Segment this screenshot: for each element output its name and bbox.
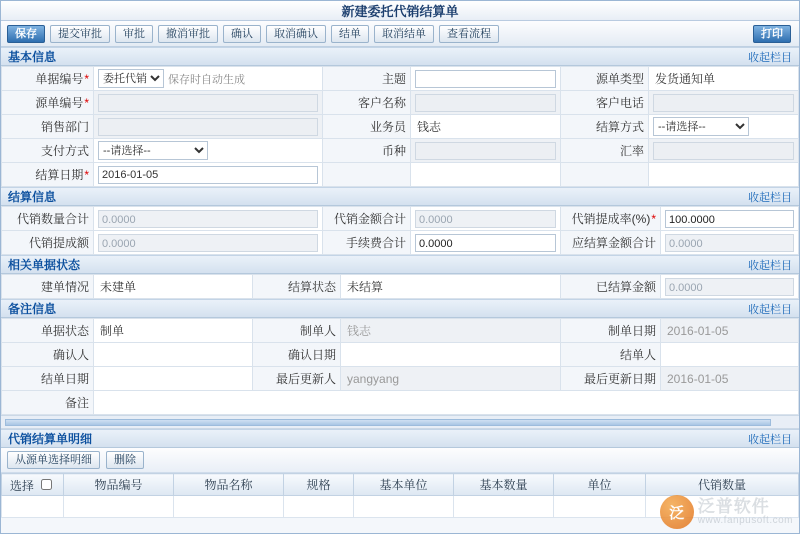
doc-status-label: 单据状态 xyxy=(2,319,94,343)
source-type-value: 发货通知单 xyxy=(655,72,716,86)
make-date-cell xyxy=(661,319,799,343)
rate-input[interactable] xyxy=(653,142,794,160)
last-modify-date-cell xyxy=(661,367,799,391)
settle-way-label: 结算方式 xyxy=(561,115,649,139)
currency-input[interactable] xyxy=(415,142,556,160)
cell-item-name[interactable] xyxy=(174,496,284,518)
required-mark: * xyxy=(84,72,89,86)
customer-phone-cell xyxy=(649,91,799,115)
commission-amount-label: 代销提成额 xyxy=(2,231,94,255)
commission-rate-label: 代销提成率(%)* xyxy=(561,207,661,231)
cell-consign-qty[interactable] xyxy=(646,496,799,518)
form-row xyxy=(2,231,799,255)
fee-total-value[interactable]: 0.0000 xyxy=(415,234,556,252)
subject-cell xyxy=(411,67,561,91)
settle-date-input[interactable] xyxy=(98,166,318,184)
close-date-value xyxy=(98,372,100,386)
maker-label: 制单人 xyxy=(253,319,341,343)
settled-amount-cell xyxy=(661,275,799,299)
last-modifier-value: yangyang xyxy=(347,371,400,386)
select-from-source-button[interactable]: 从源单选择明细 xyxy=(7,451,100,469)
rate-label: 汇率 xyxy=(561,139,649,163)
related-status-form xyxy=(1,274,799,299)
settled-amount-label: 已结算金额 xyxy=(561,275,661,299)
required-mark: * xyxy=(84,96,89,110)
fee-total-cell xyxy=(411,231,561,255)
form-row xyxy=(2,139,799,163)
form-row xyxy=(2,343,799,367)
section-title-remark: 备注信息 xyxy=(8,302,57,316)
save-button[interactable]: 保存 xyxy=(7,25,45,43)
confirm-date-cell xyxy=(341,343,561,367)
collapse-basic-link[interactable]: 收起栏目 xyxy=(748,51,792,64)
pay-way-select[interactable] xyxy=(98,141,208,160)
section-header-detail xyxy=(1,429,799,448)
settle-date-cell xyxy=(94,163,323,187)
confirm-date-value xyxy=(345,348,347,362)
revoke-approval-button[interactable]: 撤消审批 xyxy=(158,25,218,43)
column-header-item-code: 物品编号 xyxy=(64,474,174,496)
cell-base-unit[interactable] xyxy=(354,496,454,518)
empty-cell-2 xyxy=(649,163,799,187)
amount-total-cell xyxy=(411,207,561,231)
customer-name-cell xyxy=(411,91,561,115)
doc-status-value: 制单 xyxy=(100,324,125,338)
salesman-cell xyxy=(411,115,561,139)
commission-rate-value[interactable]: 100.0000 xyxy=(665,210,794,228)
sales-dept-input[interactable] xyxy=(98,118,318,136)
confirm-date-label: 确认日期 xyxy=(253,343,341,367)
customer-phone-label: 客户电话 xyxy=(561,91,649,115)
cell-select[interactable] xyxy=(2,496,64,518)
doc-no-type-select[interactable] xyxy=(98,69,164,88)
select-all-checkbox[interactable] xyxy=(41,479,52,490)
doc-status-cell xyxy=(94,319,253,343)
form-row xyxy=(2,163,799,187)
detail-grid-header-row xyxy=(2,474,799,496)
column-header-spec: 规格 xyxy=(284,474,354,496)
page-title: 新建委托代销结算单 xyxy=(341,4,459,19)
sales-dept-cell xyxy=(94,115,323,139)
form-row xyxy=(2,115,799,139)
source-no-input[interactable] xyxy=(98,94,318,112)
vendor-site-en: www.fanpusoft.com xyxy=(697,514,793,526)
commission-rate-cell xyxy=(661,207,799,231)
close-date-cell xyxy=(94,367,253,391)
pay-way-cell xyxy=(94,139,323,163)
collapse-related-link[interactable]: 收起栏目 xyxy=(748,259,792,272)
vendor-name-cn: 泛普软件 xyxy=(697,496,770,516)
cell-item-code[interactable] xyxy=(64,496,174,518)
salesman-label: 业务员 xyxy=(323,115,411,139)
collapse-remark-link[interactable]: 收起栏目 xyxy=(748,303,792,316)
remark-form xyxy=(1,318,799,415)
divider-fill xyxy=(5,419,771,426)
cell-base-qty[interactable] xyxy=(454,496,554,518)
doc-no-cell xyxy=(94,67,323,91)
section-title-basic: 基本信息 xyxy=(8,50,57,64)
section-divider-strip xyxy=(1,415,799,429)
receivable-label: 应结算金额合计 xyxy=(561,231,661,255)
cell-unit[interactable] xyxy=(554,496,646,518)
sales-dept-label: 销售部门 xyxy=(2,115,94,139)
form-row xyxy=(2,319,799,343)
table-row[interactable] xyxy=(2,496,799,518)
pay-way-label: 支付方式 xyxy=(2,139,94,163)
form-row xyxy=(2,367,799,391)
approve-button[interactable]: 审批 xyxy=(115,25,153,43)
settlement-form xyxy=(1,206,799,255)
main-toolbar xyxy=(1,21,799,47)
last-modifier-cell xyxy=(341,367,561,391)
make-date-value: 2016-01-05 xyxy=(667,323,729,338)
currency-cell xyxy=(411,139,561,163)
amount-total-value: 0.0000 xyxy=(415,210,556,228)
detail-toolbar xyxy=(1,448,799,473)
currency-label: 币种 xyxy=(323,139,411,163)
fee-total-label: 手续费合计 xyxy=(323,231,411,255)
settle-way-cell xyxy=(649,115,799,139)
customer-phone-input[interactable] xyxy=(653,94,794,112)
column-header-base-unit: 基本单位 xyxy=(354,474,454,496)
required-mark: * xyxy=(84,168,89,182)
source-type-label: 源单类型 xyxy=(561,67,649,91)
confirmer-label: 确认人 xyxy=(2,343,94,367)
window-title-bar xyxy=(1,1,799,21)
confirm-button[interactable]: 确认 xyxy=(223,25,261,43)
build-status-label: 建单情况 xyxy=(2,275,94,299)
empty-label-2 xyxy=(561,163,649,187)
note-cell xyxy=(94,391,799,415)
form-row xyxy=(2,275,799,299)
section-header-basic xyxy=(1,47,799,66)
basic-info-form xyxy=(1,66,799,187)
qty-total-cell xyxy=(94,207,323,231)
settle-status-value: 未结算 xyxy=(347,280,384,294)
vendor-logo-icon: 泛 xyxy=(660,495,694,529)
last-modify-date-label: 最后更新日期 xyxy=(561,367,661,391)
collapse-detail-link[interactable]: 收起栏目 xyxy=(748,433,792,446)
maker-value: 钱志 xyxy=(347,324,372,338)
closer-cell xyxy=(661,343,799,367)
customer-name-input[interactable] xyxy=(415,94,556,112)
qty-total-value: 0.0000 xyxy=(98,210,318,228)
section-header-remark xyxy=(1,299,799,318)
column-header-base-qty: 基本数量 xyxy=(454,474,554,496)
cancel-close-order-button[interactable]: 取消结单 xyxy=(374,25,434,43)
section-title-settlement: 结算信息 xyxy=(8,190,57,204)
column-header-item-name: 物品名称 xyxy=(174,474,284,496)
source-no-label: 源单编号* xyxy=(2,91,94,115)
rate-cell xyxy=(649,139,799,163)
settle-status-label: 结算状态 xyxy=(253,275,341,299)
doc-no-label: 单据编号* xyxy=(2,67,94,91)
commission-amount-cell xyxy=(94,231,323,255)
submit-approval-button[interactable]: 提交审批 xyxy=(50,25,110,43)
subject-input[interactable] xyxy=(415,70,556,88)
column-header-consign-qty: 代销数量 xyxy=(646,474,799,496)
make-date-label: 制单日期 xyxy=(561,319,661,343)
qty-total-label: 代销数量合计 xyxy=(2,207,94,231)
amount-total-label: 代销金额合计 xyxy=(323,207,411,231)
settle-status-cell xyxy=(341,275,561,299)
section-title-detail: 代销结算单明细 xyxy=(8,432,93,446)
column-header-unit: 单位 xyxy=(554,474,646,496)
settle-date-label: 结算日期* xyxy=(2,163,94,187)
view-workflow-button[interactable]: 查看流程 xyxy=(439,25,499,43)
section-header-related xyxy=(1,255,799,274)
build-status-value: 未建单 xyxy=(100,280,137,294)
close-date-label: 结单日期 xyxy=(2,367,94,391)
maker-cell xyxy=(341,319,561,343)
build-status-cell xyxy=(94,275,253,299)
closer-value xyxy=(665,348,667,362)
settled-amount-value: 0.0000 xyxy=(665,278,794,296)
receivable-value: 0.0000 xyxy=(665,234,794,252)
empty-cell-1 xyxy=(411,163,561,187)
cancel-confirm-button[interactable]: 取消确认 xyxy=(266,25,326,43)
collapse-settlement-link[interactable]: 收起栏目 xyxy=(748,191,792,204)
salesman-value: 钱志 xyxy=(417,120,442,134)
doc-no-hint: 保存时自动生成 xyxy=(168,73,245,86)
confirmer-cell xyxy=(94,343,253,367)
close-order-button[interactable]: 结单 xyxy=(331,25,369,43)
column-header-select: 选择 xyxy=(2,474,64,496)
required-mark: * xyxy=(651,212,656,226)
empty-label-1 xyxy=(323,163,411,187)
subject-label: 主题 xyxy=(323,67,411,91)
closer-label: 结单人 xyxy=(561,343,661,367)
note-label: 备注 xyxy=(2,391,94,415)
section-title-related: 相关单据状态 xyxy=(8,258,81,272)
print-button[interactable]: 打印 xyxy=(753,25,791,43)
last-modifier-label: 最后更新人 xyxy=(253,367,341,391)
form-row xyxy=(2,67,799,91)
receivable-cell xyxy=(661,231,799,255)
cell-spec[interactable] xyxy=(284,496,354,518)
customer-name-label: 客户名称 xyxy=(323,91,411,115)
detail-grid xyxy=(1,473,799,518)
settle-way-select[interactable] xyxy=(653,117,749,136)
form-row xyxy=(2,391,799,415)
source-no-cell xyxy=(94,91,323,115)
section-header-settlement xyxy=(1,187,799,206)
form-row xyxy=(2,207,799,231)
source-type-cell xyxy=(649,67,799,91)
form-row xyxy=(2,91,799,115)
confirmer-value xyxy=(98,348,100,362)
last-modify-date-value: 2016-01-05 xyxy=(667,371,729,386)
commission-amount-value: 0.0000 xyxy=(98,234,318,252)
note-input[interactable] xyxy=(98,394,794,412)
delete-row-button[interactable]: 删除 xyxy=(106,451,144,469)
